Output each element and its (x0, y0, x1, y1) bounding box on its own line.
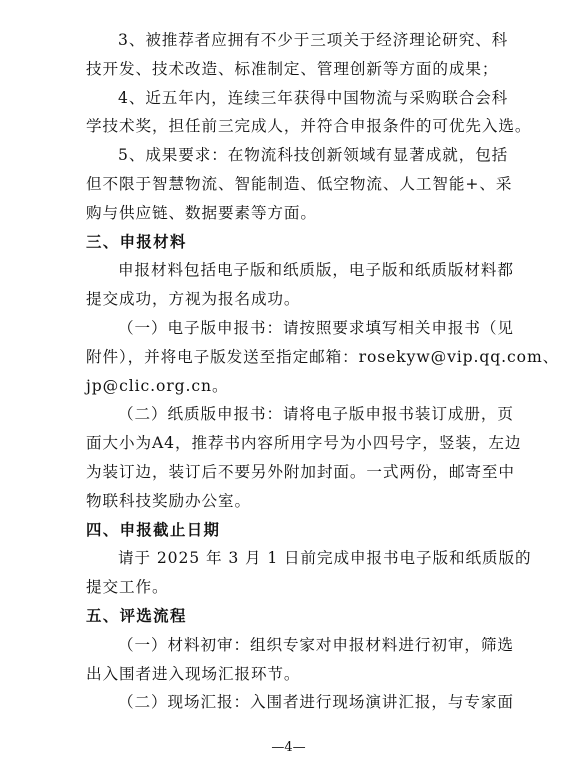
criterion-3-line-1: 3、被推荐者应拥有不少于三项关于经济理论研究、科 (118, 31, 509, 49)
section-heading-materials: 三、申报材料 (86, 232, 187, 251)
electronic-version-line-3: jp@clic.org.cn。 (86, 376, 229, 395)
deadline-line-1: 请于 2025 年 3 月 1 日前完成申报书电子版和纸质版的 (118, 549, 532, 568)
electronic-version-line-2: 附件），并将电子版发送至指定邮箱：rosekyw@vip.qq.com、 (86, 347, 560, 366)
deadline-line-2: 提交工作。 (86, 578, 169, 597)
criterion-5-line-2: 但不限于智慧物流、智能制造、低空物流、人工智能+、采 (86, 175, 513, 193)
criterion-4-line-2: 学技术奖，担任前三完成人，并符合申报条件的可优先入选。 (86, 117, 532, 136)
criterion-5-line-1: 5、成果要求：在物流科技创新领域有显著成就，包括 (118, 146, 509, 165)
onsite-report-line-1: （二）现场汇报：入围者进行现场演讲汇报，与专家面 (118, 693, 514, 712)
paper-version-line-4: 物联科技奖励办公室。 (86, 491, 251, 510)
paper-version-line-2: 面大小为A4，推荐书内容所用字号为小四号字，竖装，左边 (86, 434, 522, 453)
page-number: —4— (271, 740, 306, 755)
materials-line-2: 提交成功，方视为报名成功。 (86, 290, 301, 309)
criterion-4-line-1: 4、近五年内，连续三年获得中国物流与采购联合会科 (118, 88, 509, 107)
section-heading-deadline: 四、申报截止日期 (86, 520, 221, 539)
electronic-version-line-1: （一）电子版申报书：请按照要求填写相关申报书（见 (118, 319, 514, 337)
initial-review-line-2: 出入围者进入现场汇报环节。 (86, 664, 301, 683)
section-heading-selection-process: 五、评选流程 (86, 607, 187, 625)
criterion-3-line-2: 技开发、技术改造、标准制定、管理创新等方面的成果； (86, 59, 499, 78)
materials-line-1: 申报材料包括电子版和纸质版，电子版和纸质版材料都 (118, 261, 514, 280)
initial-review-line-1: （一）材料初审：组织专家对申报材料进行初审，筛选 (118, 635, 514, 654)
paper-version-line-1: （二）纸质版申报书：请将电子版申报书装订成册，页 (118, 405, 514, 424)
criterion-5-line-3: 购与供应链、数据要素等方面。 (86, 203, 317, 222)
paper-version-line-3: 为装订边，装订后不要另外附加封面。一式两份，邮寄至中 (86, 463, 515, 481)
